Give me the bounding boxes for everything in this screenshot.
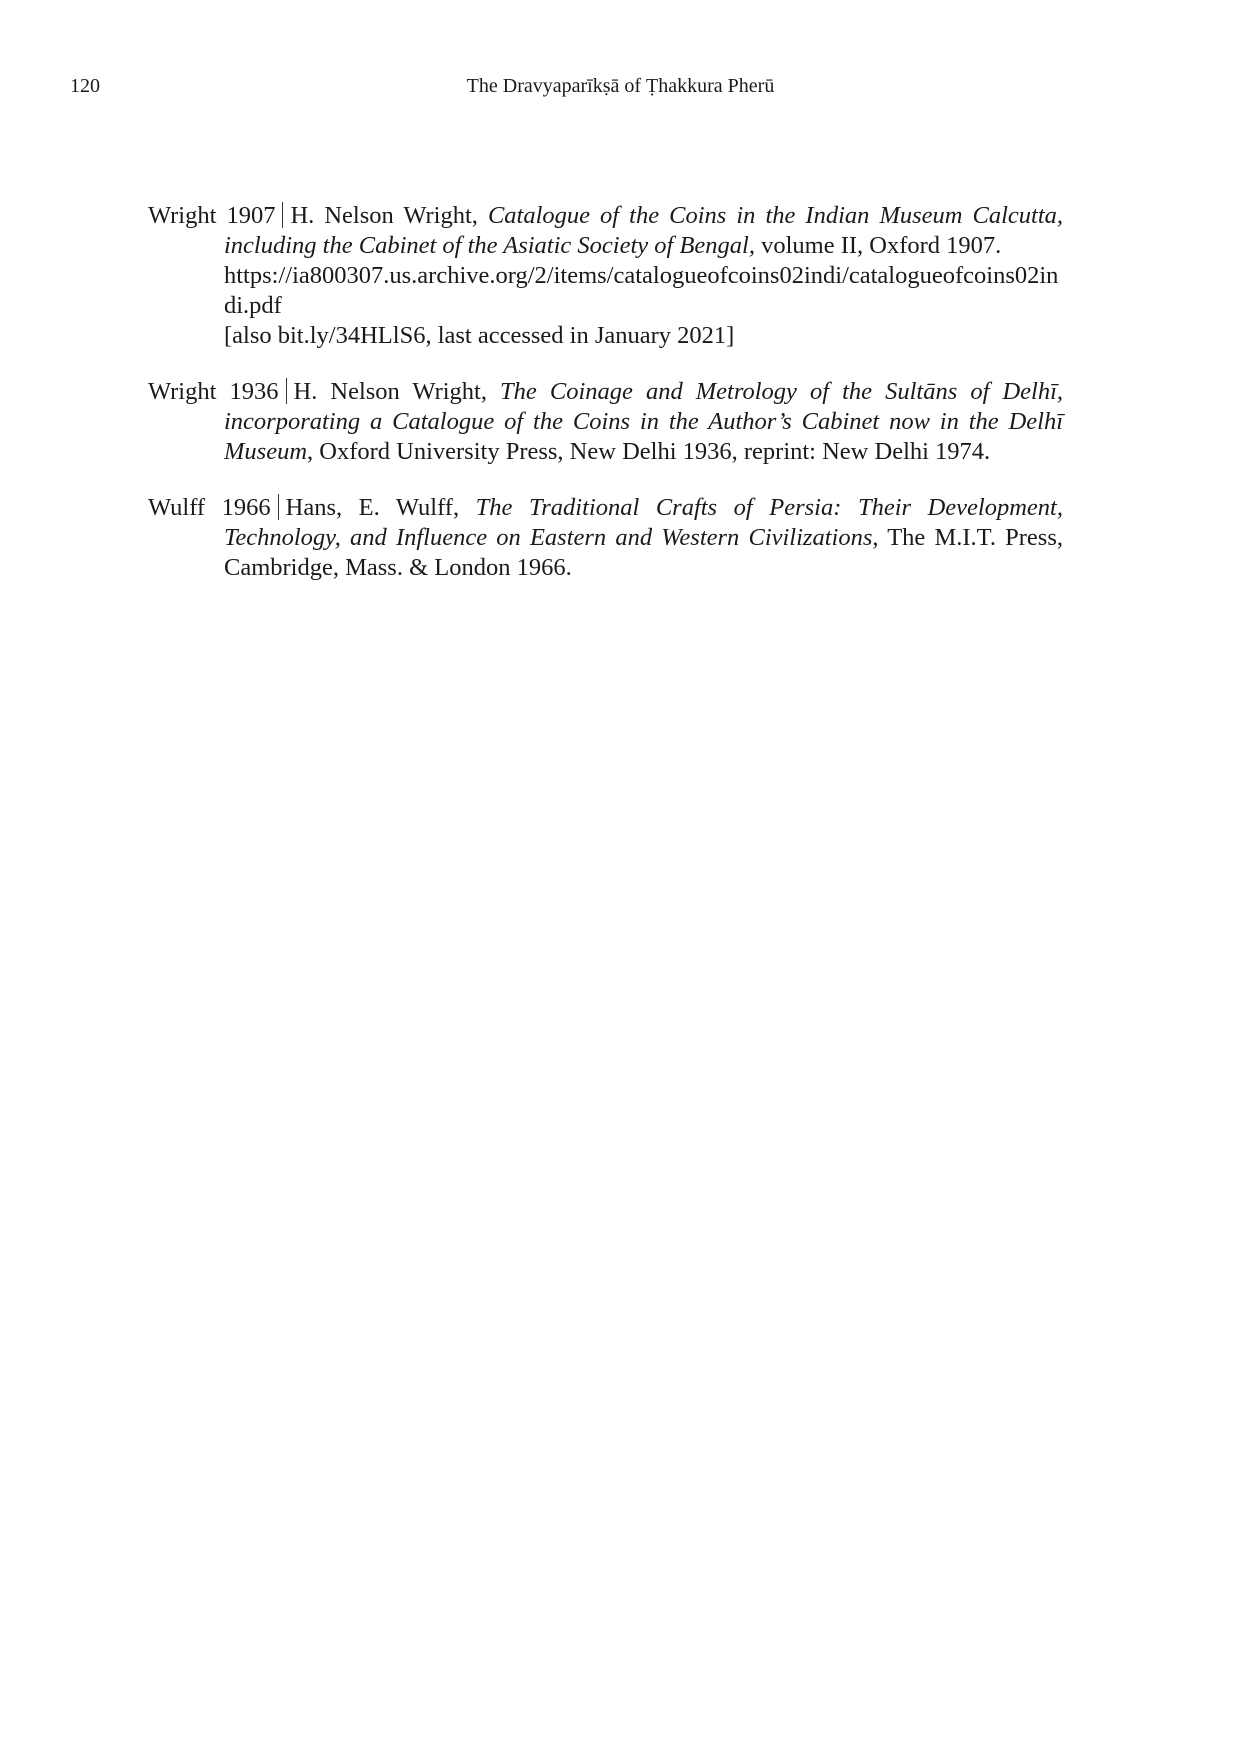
entry-details: , The M.I.T. Press, Cambridge, Mass. & London 1966.	[224, 523, 1063, 581]
entry-author: H. Nelson Wright,	[293, 377, 487, 405]
entry-title: The Traditional Crafts of Persia: Their Development, Technology, and Influence on Eastern and Western Civilizations	[224, 493, 1063, 551]
separator-bar	[286, 378, 287, 404]
entry-note: [also bit.ly/34HLlS6, last accessed in January 2021]	[224, 321, 735, 349]
entry-key: Wright 1907	[148, 201, 276, 229]
entry-author: Hans, E. Wulff,	[285, 493, 460, 521]
separator-bar	[278, 494, 279, 520]
running-title: The Dravyaparīkṣā of Ṭhakkura Pherū	[466, 75, 775, 97]
entry-details: , Oxford University Press, New Delhi 1936, reprint: New Delhi 1974.	[307, 437, 991, 465]
entry-title: Catalogue of the Coins in the Indian Museum Calcutta, including the Cabinet of the Asiatic Society of Bengal,	[224, 201, 1064, 259]
bibliography-list	[148, 176, 1063, 609]
entry-title: The Coinage and Metrology of the Sultāns of Delhī, incorporating a Catalogue of the Coins in the Author’s Cabinet now in the Delhī Museum	[224, 377, 1064, 465]
bibliography-entry-wright-1907	[148, 201, 1063, 351]
entry-key: Wright 1936	[148, 377, 279, 405]
bibliography-entry-wright-1936	[148, 377, 1063, 467]
separator-bar	[282, 202, 283, 228]
entry-key: Wulff 1966	[148, 493, 271, 521]
running-header	[70, 74, 1171, 104]
entry-url[interactable]: https://ia800307.us.archive.org/2/items/catalogueofcoins02indi/catalogueofcoins02indi.pdf	[224, 261, 1059, 319]
entry-details: volume II, Oxford 1907.	[761, 231, 1002, 259]
bibliography-entry-wulff-1966	[148, 493, 1063, 583]
page-number: 120	[70, 75, 100, 97]
entry-author: H. Nelson Wright,	[290, 201, 478, 229]
